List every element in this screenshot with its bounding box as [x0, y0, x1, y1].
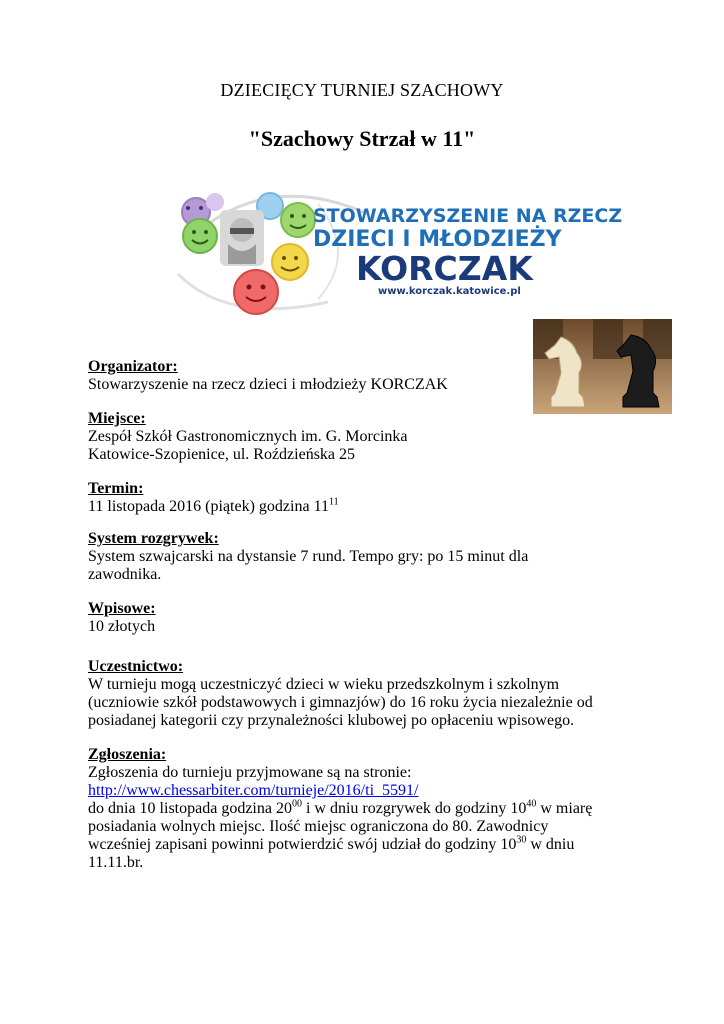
- registration-heading: Zgłoszenia:: [88, 746, 167, 763]
- section-fee: [88, 600, 648, 636]
- logo-url: www.korczak.katowice.pl: [378, 286, 521, 297]
- system-line-2: zawodnika.: [88, 566, 162, 583]
- section-participation: [88, 658, 648, 730]
- logo-text-3: KORCZAK: [356, 249, 533, 288]
- registration-line-4: posiadania wolnych miejsc. Ilość miejsc ograniczona do 80. Zawodnicy: [88, 818, 549, 835]
- place-heading: Miejsce:: [88, 410, 146, 427]
- section-system: [88, 530, 648, 584]
- system-heading: System rozgrywek:: [88, 530, 219, 547]
- section-registration: [88, 746, 648, 872]
- registration-line-3: do dnia 10 listopada godzina $20^{00}$ i w dniu rozgrywek do godziny $10^{40}$ w miarę: [88, 798, 593, 817]
- participation-line-1: W turnieju mogą uczestniczyć dzieci w wieku przedszkolnym i szkolnym: [88, 676, 560, 693]
- participation-line-2: (uczniowie szkół podstawowych i gimnazjów) do 16 roku życia niezależnie od: [88, 694, 593, 711]
- registration-line-6: 11.11.br.: [88, 854, 144, 871]
- organizer-heading: Organizator:: [88, 358, 178, 375]
- registration-line-1: Zgłoszenia do turnieju przyjmowane są na stronie:: [88, 764, 412, 781]
- date-heading: Termin:: [88, 480, 144, 497]
- portrait-image: [220, 210, 264, 266]
- section-place: [88, 410, 648, 464]
- participation-line-3: posiadanej kategorii czy przynależności klubowej po opłaceniu wpisowego.: [88, 712, 575, 729]
- fee-heading: Wpisowe:: [88, 600, 156, 617]
- logo-text-2: DZIECI I MŁODZIEŻY: [313, 227, 562, 252]
- section-date: [88, 480, 648, 516]
- participation-heading: Uczestnictwo:: [88, 658, 184, 675]
- registration-link[interactable]: http://www.chessarbiter.com/turnieje/2016/ti_5591/: [88, 782, 419, 799]
- tournament-name: "Szachowy Strzał w 11": [248, 126, 476, 151]
- organizer-text: Stowarzyszenie na rzecz dzieci i młodzieży KORCZAK: [88, 376, 448, 393]
- place-line-1: Zespół Szkół Gastronomicznych im. G. Morcinka: [88, 428, 408, 445]
- registration-line-5: wcześniej zapisani powinni potwierdzić swój udział do godziny $10^{30}$ w dniu: [88, 834, 575, 853]
- fee-text: 10 złotych: [88, 618, 156, 635]
- system-line-1: System szwajcarski na dystansie 7 rund. Tempo gry: po 15 minut dla: [88, 548, 529, 565]
- logo-text-1: STOWARZYSZENIE NA RZECZ: [313, 205, 623, 227]
- section-organizer: [88, 358, 648, 394]
- place-line-2: Katowice-Szopienice, ul. Roździeńska 25: [88, 446, 356, 463]
- document-title: DZIECIĘCY TURNIEJ SZACHOWY: [220, 80, 504, 100]
- date-text: 11 listopada 2016 (piątek) godzina $11^{11}$: [88, 496, 339, 515]
- korczak-logo: [168, 184, 623, 320]
